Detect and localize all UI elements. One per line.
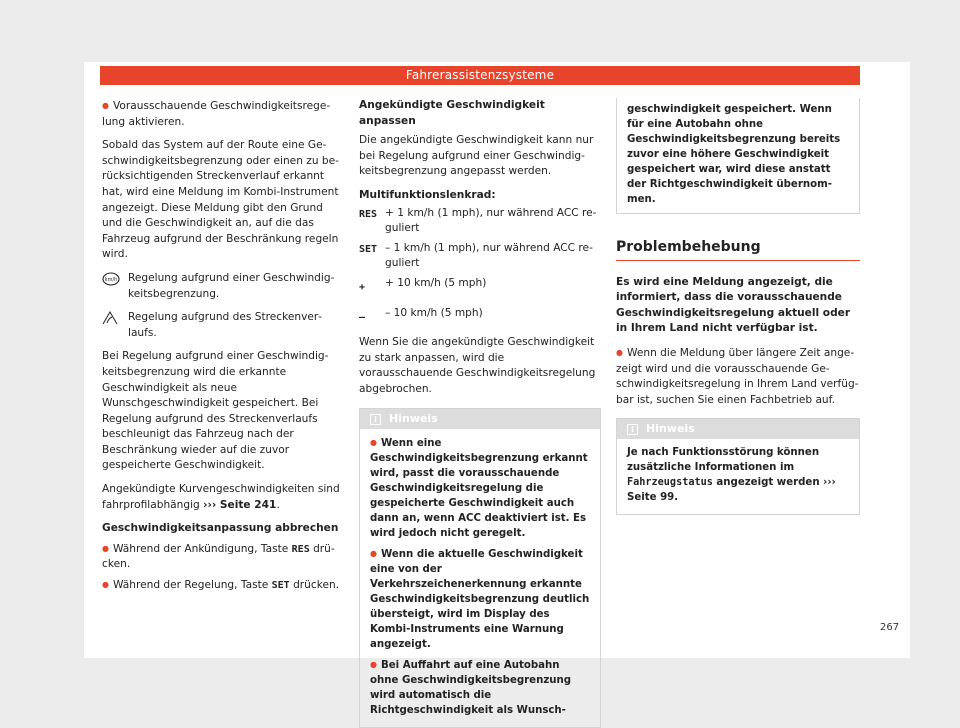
paragraph-system-detect: Sobald das System auf der Route eine Geschwindigkeitsbegrenzung oder einen zu berücksichtigenden Streckenverlauf erkannt hat, wird eine Meldung im Kombi-Instrument angezeigt. Diese Meldung gibt den Grund und die Geschwindigkeit an, auf die das Fahrzeug aufgrund der Beschränkung regeln wird. xyxy=(102,139,339,261)
icon-text-speed-limit: Regelung aufgrund einer Geschwindigkeitsbegrenzung. xyxy=(128,271,335,300)
res-key-icon: RES xyxy=(359,208,378,220)
note-box-troubleshoot xyxy=(616,418,860,515)
curve-speeds-text: Angekündigte Kurvengeschwindigkeiten sind fahrprofilabhängig xyxy=(102,483,340,511)
paragraph-curve-speeds xyxy=(102,482,342,513)
column-left xyxy=(102,98,342,602)
page-number: 267 xyxy=(880,622,900,633)
note-box-header xyxy=(360,409,600,429)
speed-limit-icon-label: km/h xyxy=(104,276,118,283)
bullet-cancel-res xyxy=(102,541,342,573)
column-middle xyxy=(359,98,601,728)
key-row-res xyxy=(359,206,601,237)
note-item-1: ● Wenn eine Geschwindigkeitsbegrenzung erkannt wird, passt die vorausschauende Geschwindigkeitsregelung die gespeicherte Geschwindigkeit auch dann an, wenn ACC deaktiviert ist. Es wird jedoch nicht geregelt. xyxy=(370,435,590,541)
key-row-minus-text: – 10 km/h (5 mph) xyxy=(385,306,483,319)
key-row-res-text: + 1 km/h (1 mph), nur während ACC reguliert xyxy=(385,206,597,235)
curve-warning-icon xyxy=(102,310,128,341)
note-troubleshoot-text xyxy=(627,445,849,505)
note-title: Hinweis xyxy=(646,422,695,436)
key-row-minus xyxy=(359,306,601,326)
section-title-troubleshooting: Problembehebung xyxy=(616,240,860,261)
note-box-body xyxy=(360,429,600,727)
info-icon: i xyxy=(370,414,381,425)
set-key-icon: SET xyxy=(271,580,290,592)
note-box-continued: geschwindigkeit gespeichert. Wenn für eine Autobahn ohne Geschwindigkeitsbegrenzung bereits zuvor eine höhere Geschwindigkeit gespeichert war, wird diese anstatt der Richtgeschwindigkeit übernommen. xyxy=(616,98,860,214)
bullet-cancel-set xyxy=(102,577,342,594)
paragraph-regulation: Bei Regelung aufgrund einer Geschwindigkeitsbegrenzung wird die erkannte Geschwindigkeit als neue Wunschgeschwindigkeit gespeichert. Bei Regelung aufgrund des Streckenverlaufs beschleunigt das Fahrzeug nach der Beschränkung wieder auf die zuvor gespeicherte Geschwindigkeit. xyxy=(102,350,329,472)
minus-key-icon: – xyxy=(359,311,366,323)
icon-row-speed-limit xyxy=(102,271,342,302)
paragraph-adjust-info: Die angekündigte Geschwindigkeit kann nur bei Regelung aufgrund einer Geschwindigkeitsbegrenzung angepasst werden. xyxy=(359,134,594,178)
bullet-cancel-set-text: Während der Regelung, Taste xyxy=(112,579,272,592)
note-box-troubleshoot-body xyxy=(617,439,859,514)
note-box xyxy=(359,408,601,728)
speed-limit-icon xyxy=(102,271,128,302)
note-box-troubleshoot-header xyxy=(617,419,859,439)
key-row-plus-text: + 10 km/h (5 mph) xyxy=(385,276,487,289)
bullet-activate: ● Vorausschauende Geschwindigkeitsregelung aktivieren. xyxy=(102,98,342,130)
note-title: Hinweis xyxy=(389,411,438,425)
column-right xyxy=(616,98,860,515)
bullet-cancel-res-end: drücken. xyxy=(102,542,335,571)
icon-row-curve xyxy=(102,310,342,341)
bullet-cancel-set-end: drücken. xyxy=(289,579,340,592)
chapter-header: Fahrerassistenzsysteme xyxy=(100,66,860,85)
note-item-2: ● Wenn die aktuelle Geschwindigkeit eine von der Verkehrszeichenerkennung erkannte Geschwindigkeitsbegrenzung deutlich übersteigt, wird im Display des Kombi-Instruments eine Warnung angezeigt. xyxy=(370,546,590,652)
troubleshoot-question: Es wird eine Meldung angezeigt, die informiert, dass die vorausschauende Geschwindigkeitsregelung aktuell oder in Ihrem Land nicht verfügbar ist. xyxy=(616,275,851,335)
note-item-3: ● Bei Auffahrt auf eine Autobahn ohne Geschwindigkeitsbegrenzung wird automatisch die Richtgeschwindigkeit als Wunsch- xyxy=(370,657,590,718)
icon-text-curve: Regelung aufgrund des Streckenverlaufs. xyxy=(128,311,323,339)
vehicle-status-term: Fahrzeugstatus xyxy=(627,477,713,489)
subheading-steering-wheel: Multifunktionslenkrad: xyxy=(359,188,496,201)
note-troubleshoot-end: . xyxy=(674,492,679,504)
heading-adjust-speed: Angekündigte Geschwindigkeit anpassen xyxy=(359,99,545,127)
troubleshoot-bullet: ● Wenn die Meldung über längere Zeit angezeigt wird und die vorausschauende Geschwindigkeitsregelung in Ihrem Land verfügbar ist, suchen Sie einen Fachbetrieb auf. xyxy=(616,345,860,408)
info-icon: i xyxy=(627,424,638,435)
key-row-set xyxy=(359,241,601,272)
key-row-set-text: – 1 km/h (1 mph), nur während ACC reguliert xyxy=(385,241,593,270)
page-link-241[interactable]: ››› Seite 241 xyxy=(203,498,277,511)
plus-key-icon: + xyxy=(359,281,366,293)
page-link-99[interactable]: ››› Seite 99 xyxy=(627,477,836,504)
key-row-plus xyxy=(359,276,601,296)
set-key-icon: SET xyxy=(359,243,378,255)
paragraph-adjust-warning: Wenn Sie die angekündigte Geschwindigkeit zu stark anpassen, wird die vorausschauende Geschwindigkeitsregelung abgebrochen. xyxy=(359,336,596,395)
bullet-cancel-res-text: Während der Ankündigung, Taste xyxy=(112,542,292,555)
curve-speeds-end: . xyxy=(276,498,280,511)
note-troubleshoot-text-b: angezeigt werden xyxy=(712,477,824,489)
heading-cancel-adjust: Geschwindigkeitsanpassung abbrechen xyxy=(102,522,339,535)
note-troubleshoot-text-a: Je nach Funktionsstörung können zusätzliche Informationen im xyxy=(627,447,820,474)
res-key-icon: RES xyxy=(291,543,310,555)
